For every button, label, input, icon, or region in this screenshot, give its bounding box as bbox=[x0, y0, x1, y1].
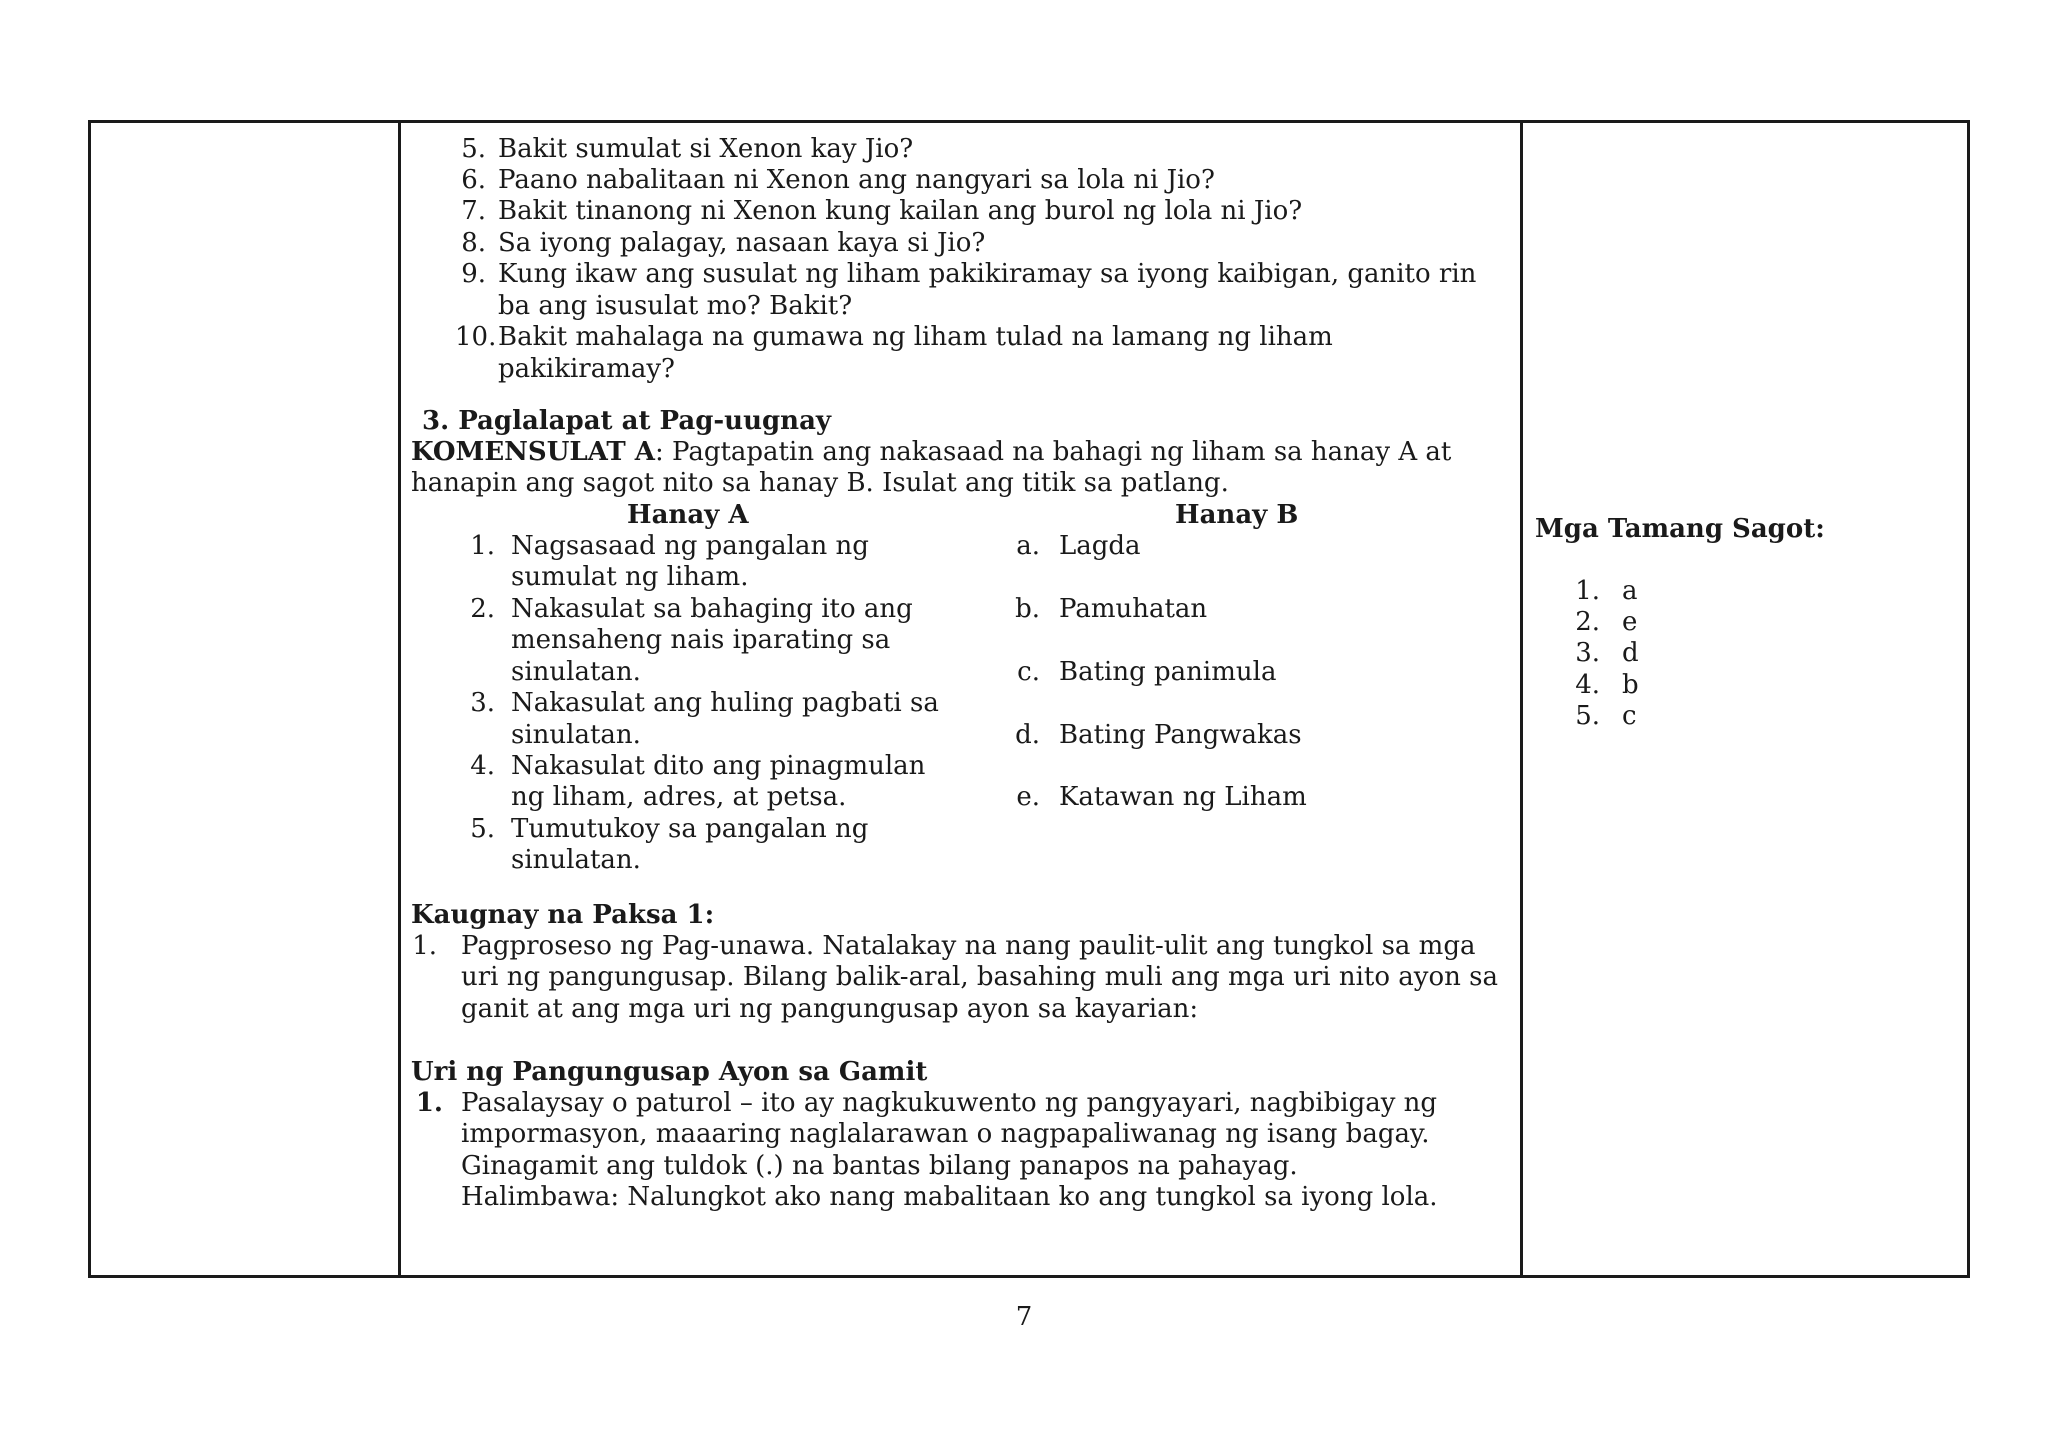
section-heading: 3. Paglalapat at Pag-uugnay bbox=[422, 406, 832, 436]
kaugnay-text: Pagproseso ng Pag-unawa. Natalakay na nang paulit-ulit ang tungkol sa mga bbox=[461, 931, 1476, 961]
question-text: Sa iyong palagay, nasaan kaya si Jio? bbox=[498, 228, 986, 258]
answer-number: 5. bbox=[1575, 701, 1600, 731]
hanay-a-item: sinulatan. bbox=[511, 657, 641, 687]
hanay-b-letter: e. bbox=[1016, 782, 1040, 812]
komensulat-text: : Pagtapatin ang nakasaad na bahagi ng liham sa hanay A at bbox=[654, 437, 1452, 467]
uri-text: impormasyon, maaaring naglalarawan o nagpapaliwanag ng isang bagay. bbox=[461, 1119, 1430, 1149]
hanay-a-number: 2. bbox=[470, 594, 495, 624]
question-number: 9. bbox=[461, 259, 486, 289]
question-text: Bakit tinanong ni Xenon kung kailan ang burol ng lola ni Jio? bbox=[498, 196, 1303, 226]
komensulat-text-line2: hanapin ang sagot nito sa hanay B. Isulat ang titik sa patlang. bbox=[411, 468, 1229, 498]
hanay-b-letter: a. bbox=[1016, 531, 1040, 561]
hanay-b-letter: b. bbox=[1015, 594, 1040, 624]
hanay-a-item: sumulat ng liham. bbox=[511, 562, 749, 592]
hanay-b-letter: c. bbox=[1017, 657, 1040, 687]
komensulat-instruction bbox=[411, 437, 1451, 468]
question-number: 8. bbox=[461, 228, 486, 258]
answer-value: b bbox=[1622, 670, 1639, 700]
hanay-b-item: Bating panimula bbox=[1059, 657, 1277, 687]
hanay-b-item: Pamuhatan bbox=[1059, 594, 1208, 624]
hanay-a-item: Tumutukoy sa pangalan ng bbox=[511, 814, 869, 844]
komensulat-label: KOMENSULAT A bbox=[411, 437, 655, 467]
answer-value: a bbox=[1622, 576, 1638, 606]
question-text: ba ang isusulat mo? Bakit? bbox=[498, 291, 853, 321]
question-text: Bakit sumulat si Xenon kay Jio? bbox=[498, 134, 914, 164]
answer-value: e bbox=[1622, 607, 1638, 637]
answer-value: c bbox=[1622, 701, 1637, 731]
hanay-a-item: ng liham, adres, at petsa. bbox=[511, 782, 847, 812]
answer-number: 2. bbox=[1575, 607, 1600, 637]
uri-text: Ginagamit ang tuldok (.) na bantas bilang panapos na pahayag. bbox=[461, 1151, 1298, 1181]
hanay-a-item: Nakasulat dito ang pinagmulan bbox=[511, 751, 926, 781]
hanay-b-item: Lagda bbox=[1059, 531, 1141, 561]
question-text: Kung ikaw ang susulat ng liham pakikiramay sa iyong kaibigan, ganito rin bbox=[498, 259, 1477, 289]
answer-number: 1. bbox=[1575, 576, 1600, 606]
hanay-a-number: 3. bbox=[470, 688, 495, 718]
answer-number: 3. bbox=[1575, 638, 1600, 668]
hanay-a-number: 1. bbox=[470, 531, 495, 561]
hanay-a-item: mensaheng nais iparating sa bbox=[511, 625, 891, 655]
answer-number: 4. bbox=[1575, 670, 1600, 700]
answers-heading: Mga Tamang Sagot: bbox=[1535, 514, 1825, 544]
kaugnay-text: ganit at ang mga uri ng pangungusap ayon sa kayarian: bbox=[461, 994, 1199, 1024]
hanay-b-item: Bating Pangwakas bbox=[1059, 720, 1302, 750]
uri-number: 1. bbox=[415, 1088, 443, 1118]
uri-text: Pasalaysay o paturol – ito ay nagkukuwento ng pangyayari, nagbibigay ng bbox=[461, 1088, 1438, 1118]
kaugnay-text: uri ng pangungusap. Bilang balik-aral, basahing muli ang mga uri nito ayon sa bbox=[461, 962, 1498, 992]
hanay-a-item: Nagsasaad ng pangalan ng bbox=[511, 531, 869, 561]
hanay-b-letter: d. bbox=[1015, 720, 1040, 750]
hanay-a-number: 5. bbox=[470, 814, 495, 844]
hanay-a-item: Nakasulat ang huling pagbati sa bbox=[511, 688, 939, 718]
hanay-a-item: Nakasulat sa bahaging ito ang bbox=[511, 594, 913, 624]
question-text: Paano nabalitaan ni Xenon ang nangyari sa lola ni Jio? bbox=[498, 165, 1215, 195]
hanay-a-item: sinulatan. bbox=[511, 720, 641, 750]
hanay-b-title: Hanay B bbox=[1175, 500, 1299, 530]
question-text: Bakit mahalaga na gumawa ng liham tulad na lamang ng liham bbox=[498, 322, 1333, 352]
kaugnay-number: 1. bbox=[412, 931, 437, 961]
column-divider-2 bbox=[1520, 123, 1523, 1275]
question-number: 10. bbox=[455, 322, 497, 352]
kaugnay-heading: Kaugnay na Paksa 1: bbox=[411, 900, 715, 930]
hanay-a-item: sinulatan. bbox=[511, 845, 641, 875]
hanay-a-number: 4. bbox=[470, 751, 495, 781]
page-number: 7 bbox=[1015, 1302, 1033, 1332]
question-number: 6. bbox=[461, 165, 486, 195]
hanay-a-title: Hanay A bbox=[627, 500, 749, 530]
question-number: 7. bbox=[461, 196, 486, 226]
uri-text: Halimbawa: Nalungkot ako nang mabalitaan ko ang tungkol sa iyong lola. bbox=[461, 1182, 1438, 1212]
hanay-b-item: Katawan ng Liham bbox=[1059, 782, 1307, 812]
answer-value: d bbox=[1622, 638, 1639, 668]
question-number: 5. bbox=[461, 134, 486, 164]
uri-heading: Uri ng Pangungusap Ayon sa Gamit bbox=[411, 1057, 928, 1087]
question-text: pakikiramay? bbox=[498, 354, 675, 384]
column-divider-1 bbox=[398, 123, 401, 1275]
